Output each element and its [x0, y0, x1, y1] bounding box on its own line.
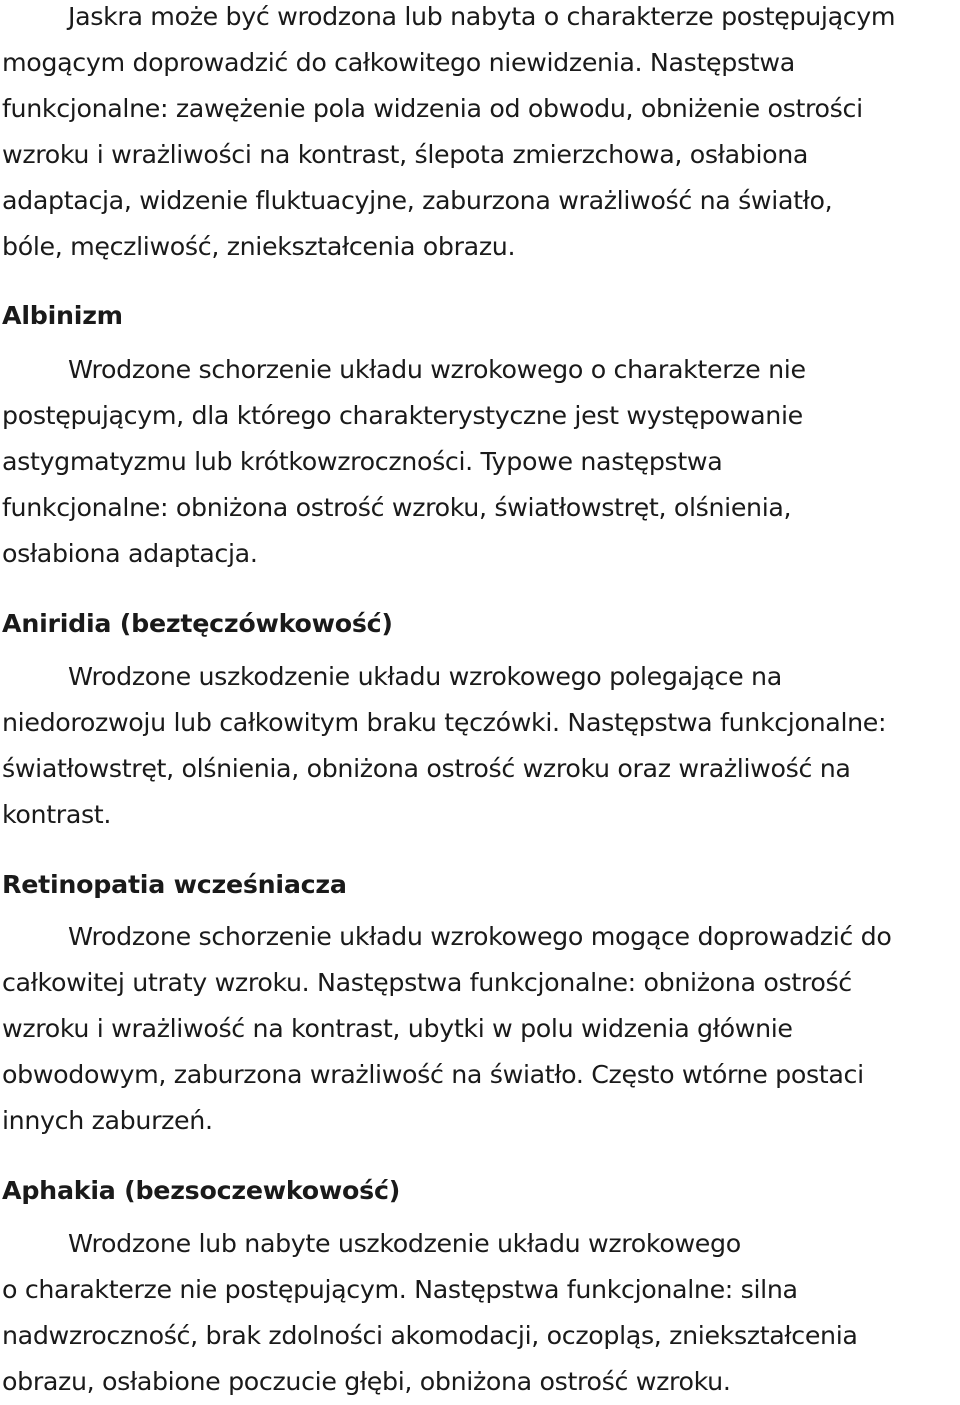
line: astygmatyzmu lub krótkowzroczności. Typowe następstwa [2, 447, 723, 476]
paragraph-aphakia [2, 1221, 960, 1405]
paragraph-aniridia [2, 654, 960, 838]
heading-aphakia: Aphakia (bezsoczewkowość) [2, 1176, 401, 1205]
line: obwodowym, zaburzona wrażliwość na światło. Często wtórne postaci [2, 1060, 864, 1089]
line: postępującym, dla którego charakterystyczne jest występowanie [2, 401, 803, 430]
line: Wrodzone schorzenie układu wzrokowego o charakterze nie [68, 355, 806, 384]
heading-albinism: Albinizm [2, 301, 123, 330]
line: osłabiona adaptacja. [2, 539, 258, 568]
line: Wrodzone schorzenie układu wzrokowego mogące doprowadzić do [68, 922, 892, 951]
line: wzroku i wrażliwość na kontrast, ubytki w polu widzenia głównie [2, 1014, 793, 1043]
paragraph-retinopathy [2, 914, 960, 1144]
paragraph-glaucoma [2, 0, 960, 270]
line: o charakterze nie postępującym. Następstwa funkcjonalne: silna [2, 1275, 798, 1304]
paragraph-albinism [2, 347, 960, 577]
line: wzroku i wrażliwości na kontrast, ślepota zmierzchowa, osłabiona [2, 140, 809, 169]
line: funkcjonalne: obniżona ostrość wzroku, światłowstręt, olśnienia, [2, 493, 792, 522]
line: adaptacja, widzenie fluktuacyjne, zaburzona wrażliwość na światło, [2, 186, 833, 215]
line: kontrast. [2, 800, 112, 829]
line: całkowitej utraty wzroku. Następstwa funkcjonalne: obniżona ostrość [2, 968, 852, 997]
line: Wrodzone lub nabyte uszkodzenie układu wzrokowego [68, 1229, 741, 1258]
line: Jaskra może być wrodzona lub nabyta o charakterze postępującym [68, 2, 896, 31]
line: niedorozwoju lub całkowitym braku tęczówki. Następstwa funkcjonalne: [2, 708, 887, 737]
heading-retinopathy: Retinopatia wcześniacza [2, 870, 347, 899]
heading-aniridia: Aniridia (beztęczówkowość) [2, 609, 393, 638]
line: bóle, męczliwość, zniekształcenia obrazu. [2, 232, 516, 261]
line: mogącym doprowadzić do całkowitego niewidzenia. Następstwa [2, 48, 795, 77]
line: obrazu, osłabione poczucie głębi, obniżona ostrość wzroku. [2, 1367, 731, 1396]
line: nadwzroczność, brak zdolności akomodacji, oczopląs, zniekształcenia [2, 1321, 858, 1350]
line: funkcjonalne: zawężenie pola widzenia od obwodu, obniżenie ostrości [2, 94, 863, 123]
line: innych zaburzeń. [2, 1106, 213, 1135]
line: Wrodzone uszkodzenie układu wzrokowego polegające na [68, 662, 782, 691]
line: światłowstręt, olśnienia, obniżona ostrość wzroku oraz wrażliwość na [2, 754, 851, 783]
